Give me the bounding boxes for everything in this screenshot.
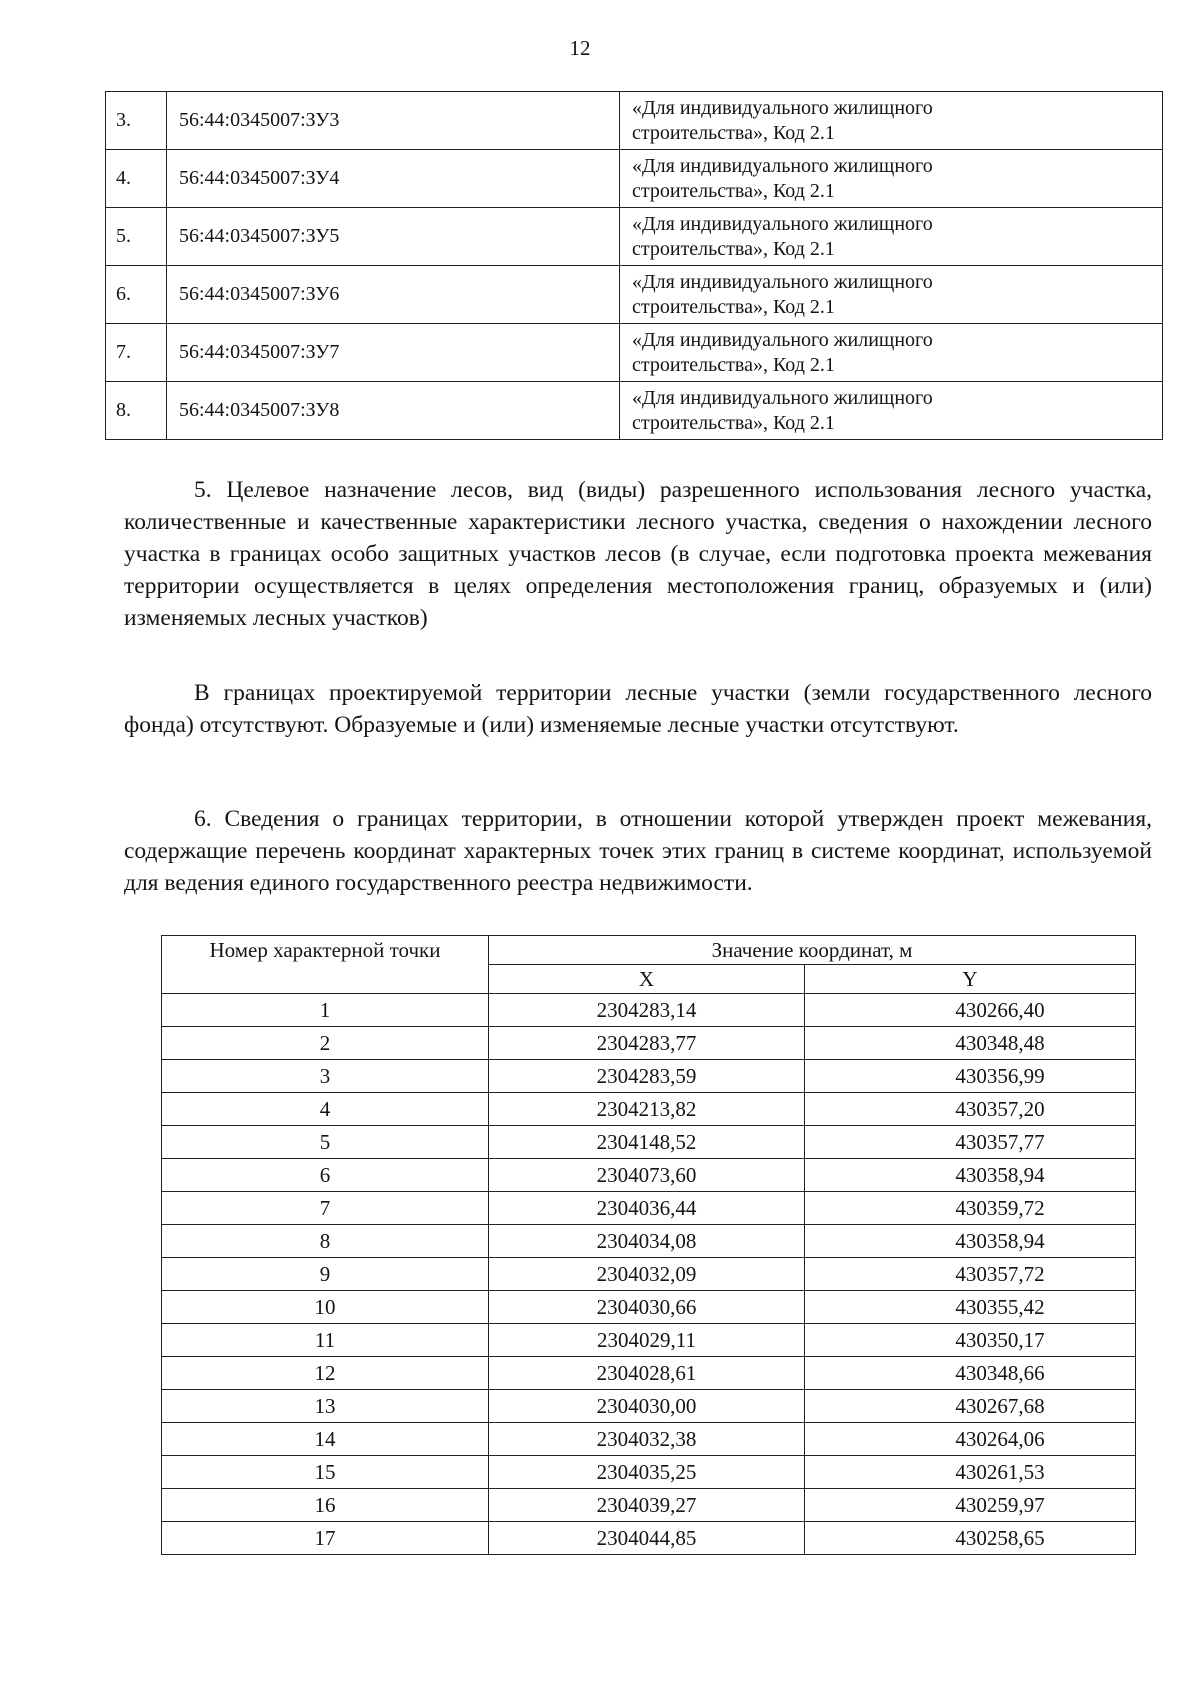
cadastral-code: 56:44:0345007:ЗУ4 [167,150,620,208]
page-number: 12 [569,36,591,60]
header-x: X [489,965,805,994]
point-number: 11 [162,1324,489,1357]
coord-x: 2304036,44 [489,1192,805,1225]
permitted-use-line: «Для индивидуального жилищного [632,270,933,293]
table-row [106,382,1163,440]
parcel-table [105,91,1163,440]
section-6-heading-text: 6. Сведения о границах территории, в отношении которой утвержден проект межевания, содержащие перечень координат характерных точек этих границ в системе координат, используемой для ведения единого государственного реестра недвижимости. [124,806,1152,896]
cadastral-code: 56:44:0345007:ЗУ3 [167,92,620,150]
header-coordinates: Значение координат, м [489,936,1136,965]
point-number: 3 [162,1060,489,1093]
point-number: 12 [162,1357,489,1390]
table-row [162,1225,1136,1258]
header-y: Y [805,965,1136,994]
coord-y: 430348,66 [805,1357,1136,1390]
row-number: 3. [106,92,167,150]
permitted-use [620,382,1163,440]
section-5-body [124,677,1152,741]
coord-x: 2304030,66 [489,1291,805,1324]
permitted-use-line: «Для индивидуального жилищного [632,328,933,351]
table-row [162,1489,1136,1522]
row-number: 4. [106,150,167,208]
point-number: 7 [162,1192,489,1225]
section-5-heading [124,474,1152,634]
coord-y: 430258,65 [805,1522,1136,1555]
coord-x: 2304028,61 [489,1357,805,1390]
point-number: 17 [162,1522,489,1555]
coord-x: 2304283,14 [489,994,805,1027]
row-number: 6. [106,266,167,324]
coord-y: 430266,40 [805,994,1136,1027]
point-number: 5 [162,1126,489,1159]
point-number: 10 [162,1291,489,1324]
coord-y: 430267,68 [805,1390,1136,1423]
permitted-use-line: «Для индивидуального жилищного [632,154,933,177]
coordinates-table [161,935,1136,1555]
coord-x: 2304032,38 [489,1423,805,1456]
cadastral-code: 56:44:0345007:ЗУ6 [167,266,620,324]
permitted-use-line: строительства», Код 2.1 [632,179,835,202]
coord-y: 430261,53 [805,1456,1136,1489]
permitted-use-line: «Для индивидуального жилищного [632,386,933,409]
coord-y: 430358,94 [805,1225,1136,1258]
coord-x: 2304030,00 [489,1390,805,1423]
coord-y: 430357,72 [805,1258,1136,1291]
cadastral-code: 56:44:0345007:ЗУ5 [167,208,620,266]
table-row [162,1060,1136,1093]
coord-x: 2304213,82 [489,1093,805,1126]
table-row [106,324,1163,382]
coord-x: 2304283,77 [489,1027,805,1060]
permitted-use-line: строительства», Код 2.1 [632,237,835,260]
point-number: 9 [162,1258,489,1291]
coord-y: 430350,17 [805,1324,1136,1357]
permitted-use-line: строительства», Код 2.1 [632,121,835,144]
header-point-number: Номер характерной точки [162,936,489,994]
row-number: 7. [106,324,167,382]
table-row [162,1258,1136,1291]
permitted-use-line: «Для индивидуального жилищного [632,212,933,235]
coord-x: 2304035,25 [489,1456,805,1489]
table-row [162,1093,1136,1126]
table-row [162,1126,1136,1159]
coord-y: 430264,06 [805,1423,1136,1456]
permitted-use-line: строительства», Код 2.1 [632,295,835,318]
table-row [162,1357,1136,1390]
coord-x: 2304148,52 [489,1126,805,1159]
coord-x: 2304034,08 [489,1225,805,1258]
coord-y: 430359,72 [805,1192,1136,1225]
table-row [162,1423,1136,1456]
permitted-use-line: строительства», Код 2.1 [632,353,835,376]
coord-y: 430357,77 [805,1126,1136,1159]
section-5-heading-text: 5. Целевое назначение лесов, вид (виды) разрешенного использования лесного участка, количественные и качественные характеристики лесного участка, сведения о нахождении лесного участка в границах особо защитных участков лесов (в случае, если подготовка проекта межевания территории осуществляется в целях определения местоположения границ, образуемых и (или) изменяемых лесных участков) [124,477,1152,631]
table-row [162,1291,1136,1324]
permitted-use-line: строительства», Код 2.1 [632,411,835,434]
point-number: 15 [162,1456,489,1489]
row-number: 8. [106,382,167,440]
permitted-use [620,208,1163,266]
header-row [162,936,1136,965]
table-row [162,994,1136,1027]
coord-y: 430348,48 [805,1027,1136,1060]
point-number: 1 [162,994,489,1027]
point-number: 4 [162,1093,489,1126]
table-row [106,266,1163,324]
coord-y: 430355,42 [805,1291,1136,1324]
point-number: 2 [162,1027,489,1060]
table-row [162,1159,1136,1192]
coord-x: 2304073,60 [489,1159,805,1192]
permitted-use [620,92,1163,150]
coord-y: 430259,97 [805,1489,1136,1522]
point-number: 13 [162,1390,489,1423]
coord-y: 430357,20 [805,1093,1136,1126]
table-row [106,208,1163,266]
coord-x: 2304032,09 [489,1258,805,1291]
coordinates-table-body [162,994,1136,1555]
point-number: 14 [162,1423,489,1456]
point-number: 16 [162,1489,489,1522]
coord-y: 430358,94 [805,1159,1136,1192]
table-row [162,1522,1136,1555]
table-row [162,1192,1136,1225]
permitted-use [620,150,1163,208]
coord-x: 2304283,59 [489,1060,805,1093]
coord-x: 2304029,11 [489,1324,805,1357]
coord-x: 2304039,27 [489,1489,805,1522]
table-row [162,1456,1136,1489]
section-6-heading [124,803,1152,899]
section-5-body-text: В границах проектируемой территории лесные участки (земли государственного лесного фонда) отсутствуют. Образуемые и (или) изменяемые лесные участки отсутствуют. [124,680,1152,738]
table-row [162,1324,1136,1357]
permitted-use [620,266,1163,324]
coord-x: 2304044,85 [489,1522,805,1555]
permitted-use-line: «Для индивидуального жилищного [632,96,933,119]
cadastral-code: 56:44:0345007:ЗУ7 [167,324,620,382]
table-row [106,150,1163,208]
point-number: 8 [162,1225,489,1258]
permitted-use [620,324,1163,382]
point-number: 6 [162,1159,489,1192]
table-row [162,1027,1136,1060]
table-row [162,1390,1136,1423]
row-number: 5. [106,208,167,266]
coord-y: 430356,99 [805,1060,1136,1093]
table-row [106,92,1163,150]
cadastral-code: 56:44:0345007:ЗУ8 [167,382,620,440]
